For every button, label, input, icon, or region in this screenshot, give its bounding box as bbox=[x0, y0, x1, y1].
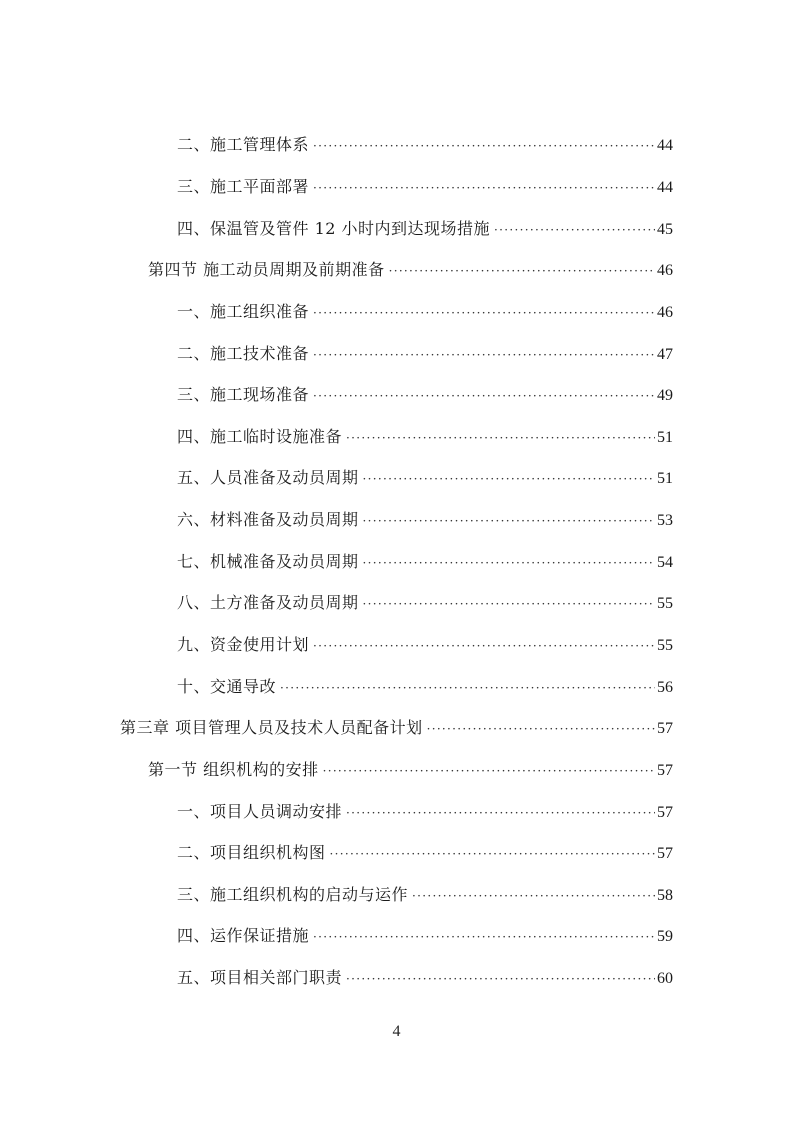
toc-entry[interactable] bbox=[0, 333, 793, 375]
toc-entry[interactable] bbox=[0, 500, 793, 542]
toc-entry-page: 56 bbox=[657, 678, 673, 696]
toc-entry-title: 第四节 施工动员周期及前期准备 bbox=[148, 260, 385, 280]
toc-chapter-entry[interactable] bbox=[0, 708, 793, 750]
toc-entry[interactable] bbox=[0, 375, 793, 417]
toc-entry-title: 九、资金使用计划 bbox=[177, 635, 310, 654]
toc-entry[interactable] bbox=[0, 625, 793, 667]
toc-leader-dots bbox=[330, 844, 655, 864]
toc-entry[interactable] bbox=[0, 916, 793, 958]
toc-leader-dots bbox=[346, 428, 655, 448]
toc-entry-page: 57 bbox=[657, 803, 673, 821]
toc-entry-title: 七、机械准备及动员周期 bbox=[177, 551, 359, 571]
toc-entry-page: 57 bbox=[657, 761, 673, 779]
toc-leader-dots bbox=[346, 969, 655, 989]
toc-entry[interactable] bbox=[0, 541, 793, 583]
toc-entry-page: 46 bbox=[657, 303, 673, 321]
toc-entry-title: 二、施工管理体系 bbox=[177, 135, 310, 155]
toc-entry-title: 四、运作保证措施 bbox=[177, 926, 310, 946]
toc-entry-title: 五、项目相关部门职责 bbox=[177, 968, 343, 988]
toc-leader-dots bbox=[346, 803, 655, 823]
toc-entry-title: 十、交通导改 bbox=[177, 676, 277, 696]
toc-leader-dots bbox=[389, 261, 655, 281]
toc-leader-dots bbox=[363, 594, 655, 614]
toc-entry-page: 44 bbox=[657, 137, 673, 155]
toc-entry-page: 59 bbox=[657, 928, 673, 946]
toc-leader-dots bbox=[313, 303, 655, 323]
toc-entry-title: 三、施工平面部署 bbox=[177, 176, 310, 196]
toc-entry[interactable] bbox=[0, 208, 793, 250]
toc-entry-title: 五、人员准备及动员周期 bbox=[177, 468, 359, 488]
toc-entry[interactable] bbox=[0, 958, 793, 1000]
toc-entry-title: 第一节 组织机构的安排 bbox=[148, 759, 319, 779]
toc-entry-title: 三、施工现场准备 bbox=[177, 385, 310, 405]
toc-leader-dots bbox=[427, 719, 655, 739]
toc-leader-dots bbox=[313, 927, 655, 947]
toc-entry-page: 58 bbox=[657, 886, 673, 904]
toc-entry[interactable] bbox=[0, 458, 793, 500]
toc-entry-page: 45 bbox=[657, 220, 673, 238]
toc-entry-page: 60 bbox=[657, 970, 673, 988]
toc-section-entry[interactable] bbox=[0, 750, 793, 792]
toc-leader-dots bbox=[412, 886, 655, 906]
toc-entry-title: 四、施工临时设施准备 bbox=[177, 426, 343, 446]
toc-entry-page: 55 bbox=[657, 637, 673, 654]
toc-entry-page: 57 bbox=[657, 845, 673, 863]
toc-entry-title: 三、施工组织机构的启动与运作 bbox=[177, 884, 409, 904]
toc-entry-page: 54 bbox=[657, 553, 673, 571]
toc-entry-title: 一、项目人员调动安排 bbox=[177, 801, 343, 821]
toc-entry[interactable] bbox=[0, 666, 793, 708]
toc-entry-page: 47 bbox=[657, 345, 673, 363]
toc-entry[interactable] bbox=[0, 167, 793, 209]
toc-entry-page: 57 bbox=[657, 720, 673, 738]
toc-leader-dots bbox=[313, 386, 655, 406]
toc-entry-page: 51 bbox=[657, 428, 673, 446]
toc-entry[interactable] bbox=[0, 833, 793, 875]
toc-entry[interactable] bbox=[0, 791, 793, 833]
toc-entry-title: 八、土方准备及动员周期 bbox=[177, 593, 359, 613]
toc-entry[interactable] bbox=[0, 416, 793, 458]
toc-leader-dots bbox=[280, 678, 655, 698]
toc-leader-dots bbox=[494, 220, 655, 240]
toc-leader-dots bbox=[363, 469, 655, 489]
toc-leader-dots bbox=[313, 178, 655, 198]
toc-leader-dots bbox=[313, 345, 655, 365]
toc-entry-title: 四、保温管及管件 12 小时内到达现场措施 bbox=[177, 218, 491, 238]
toc-entry-title: 一、施工组织准备 bbox=[177, 301, 310, 321]
toc-entry-title: 第三章 项目管理人员及技术人员配备计划 bbox=[120, 718, 423, 738]
page-number: 4 bbox=[392, 1023, 401, 1040]
toc-leader-dots bbox=[323, 761, 655, 781]
table-of-contents bbox=[0, 125, 793, 999]
toc-entry[interactable] bbox=[0, 583, 793, 625]
toc-entry-title: 六、材料准备及动员周期 bbox=[177, 510, 359, 530]
toc-entry[interactable] bbox=[0, 125, 793, 167]
toc-entry-title: 二、施工技术准备 bbox=[177, 343, 310, 363]
toc-leader-dots bbox=[363, 511, 655, 531]
toc-entry-page: 44 bbox=[657, 178, 673, 196]
toc-leader-dots bbox=[313, 136, 655, 156]
toc-leader-dots bbox=[363, 553, 655, 573]
toc-section-entry[interactable] bbox=[0, 250, 793, 292]
toc-entry-page: 49 bbox=[657, 387, 673, 405]
toc-entry[interactable] bbox=[0, 875, 793, 917]
toc-entry[interactable] bbox=[0, 292, 793, 334]
toc-leader-dots bbox=[313, 636, 655, 656]
toc-entry-title: 二、项目组织机构图 bbox=[177, 843, 326, 863]
toc-entry-page: 53 bbox=[657, 512, 673, 530]
toc-entry-page: 46 bbox=[657, 262, 673, 280]
toc-entry-page: 51 bbox=[657, 470, 673, 488]
toc-entry-page: 55 bbox=[657, 595, 673, 613]
